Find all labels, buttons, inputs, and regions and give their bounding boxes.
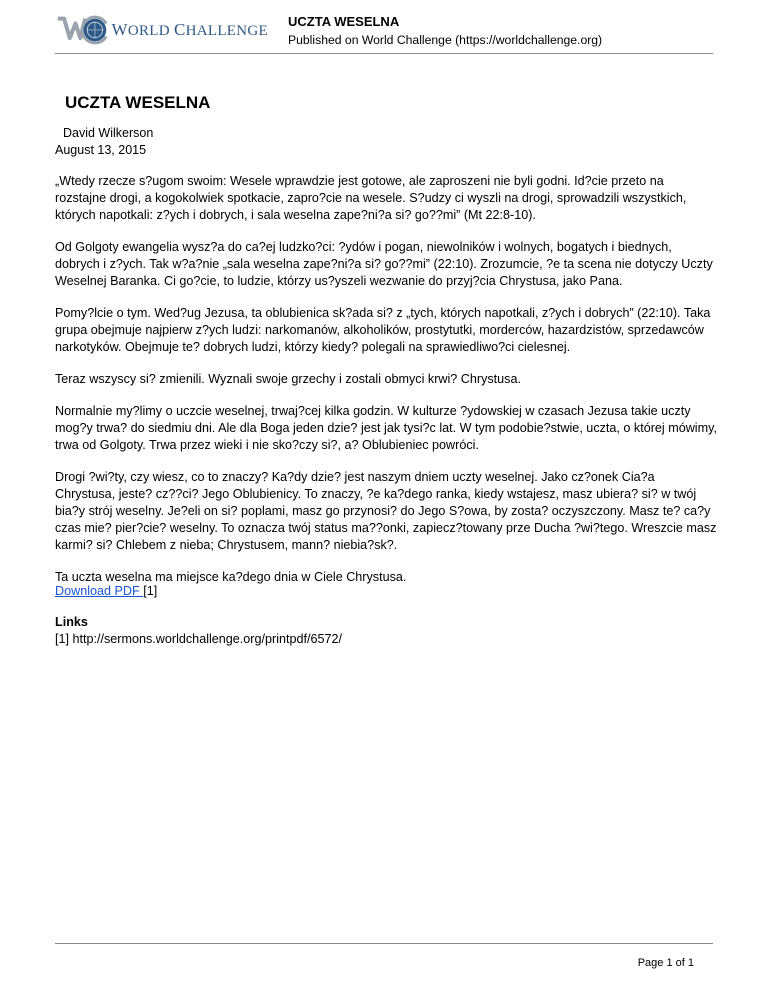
header-title: UCZTA WESELNA bbox=[288, 14, 400, 29]
article-paragraph: Normalnie my?limy o uczcie weselnej, trwaj?cej kilka godzin. W kulturze ?ydowskiej w czasach Jezusa takie uczty mog?y trwa? do siedmiu dni. Ale dla Boga jeden dzie? jest jak tysi?c lat. W tym podobie?stwie, uczta, o której mówimy, trwa od Golgoty. Trwa przez wieki i nie sko?czy si?, a? Oblubieniec powróci. bbox=[55, 404, 717, 452]
article-body bbox=[55, 173, 717, 601]
logo-mark-icon bbox=[56, 12, 110, 48]
links-heading: Links bbox=[55, 615, 88, 629]
header-published-on: Published on World Challenge (https://worldchallenge.org) bbox=[288, 33, 603, 47]
world-challenge-logo bbox=[56, 12, 268, 48]
download-pdf-link[interactable]: Download PDF bbox=[55, 584, 144, 598]
article-title: UCZTA WESELNA bbox=[65, 93, 211, 112]
download-ref: [1] bbox=[143, 584, 158, 598]
article-paragraph: Drogi ?wi?ty, czy wiesz, co to znaczy? Ka?dy dzie? jest naszym dniem uczty weselnej. Jako cz?onek Cia?a Chrystusa, jeste? cz??ci? Jego Oblubienicy. To znaczy, ?e ka?dego ranka, kiedy wstajesz, masz ubiera? si? w twój bia?y strój weselny. Je?eli on si? poplami, masz go przynosi? do Jego S?owa, by zosta? oczyszczony. Masz te? ca?y czas mie? pier?cie? weselny. To oznacza twój status ma??onki, zapiecz?towany prze Ducha ?wi?tego. Wreszcie masz karmi? si? Chlebem z nieba; Chrystusem, mann? niebia?sk?. bbox=[55, 470, 717, 552]
logo-wordmark: WORLD CHALLENGE bbox=[111, 20, 268, 39]
article-paragraph: Od Golgoty ewangelia wysz?a do ca?ej ludzko?ci: ?ydów i pogan, niewolników i wolnych, bogatych i biednych, dobrych i z?ych. Tak w?a?nie „sala weselna zape?ni?a si? go??mi” (22:10). Zrozumcie, ?e ta scena nie dotyczy Uczty Weselnej Baranka. Ci go?cie, to ludzie, którzy us?yszeli wezwanie do przyj?cia Chrystusa, jako Pana. bbox=[55, 240, 713, 288]
article-paragraph: Ta uczta weselna ma miejsce ka?dego dnia w Ciele Chrystusa. bbox=[55, 570, 407, 584]
link-item: [1] http://sermons.worldchallenge.org/printpdf/6572/ bbox=[55, 632, 343, 646]
download-row bbox=[55, 584, 157, 598]
page-number: Page 1 of 1 bbox=[637, 957, 694, 969]
article-paragraph: „Wtedy rzecze s?ugom swoim: Wesele wprawdzie jest gotowe, ale zaproszeni nie byli godni. Id?cie przeto na rozstajne drogi, a kogokolwiek spotkacie, zapro?cie na wesele. S?udzy ci wyszli na drogi, sprowadzili wszystkich, których napotkali: z?ych i dobrych, i sala weselna zape?ni?a si? go??mi” (Mt 22:8-10). bbox=[55, 174, 687, 222]
article-author: David Wilkerson bbox=[63, 126, 154, 140]
footer-divider bbox=[55, 943, 713, 944]
header-divider bbox=[55, 53, 713, 54]
article-paragraph: Pomy?lcie o tym. Wed?ug Jezusa, ta oblubienica sk?ada si? z „tych, których napotkali, z?ych i dobrych” (22:10). Taka grupa obejmuje najpierw z?ych ludzi: narkomanów, alkoholików, prostytutki, morderców, hazardzistów, sprzedawców narkotyków. Obejmuje te? dobrych ludzi, którzy kiedy? polegali na sprawiedliwo?ci cielesnej. bbox=[55, 306, 711, 354]
article-paragraph: Teraz wszyscy si? zmienili. Wyznali swoje grzechy i zostali obmyci krwi? Chrystusa. bbox=[55, 372, 521, 386]
article-date: August 13, 2015 bbox=[55, 143, 147, 157]
